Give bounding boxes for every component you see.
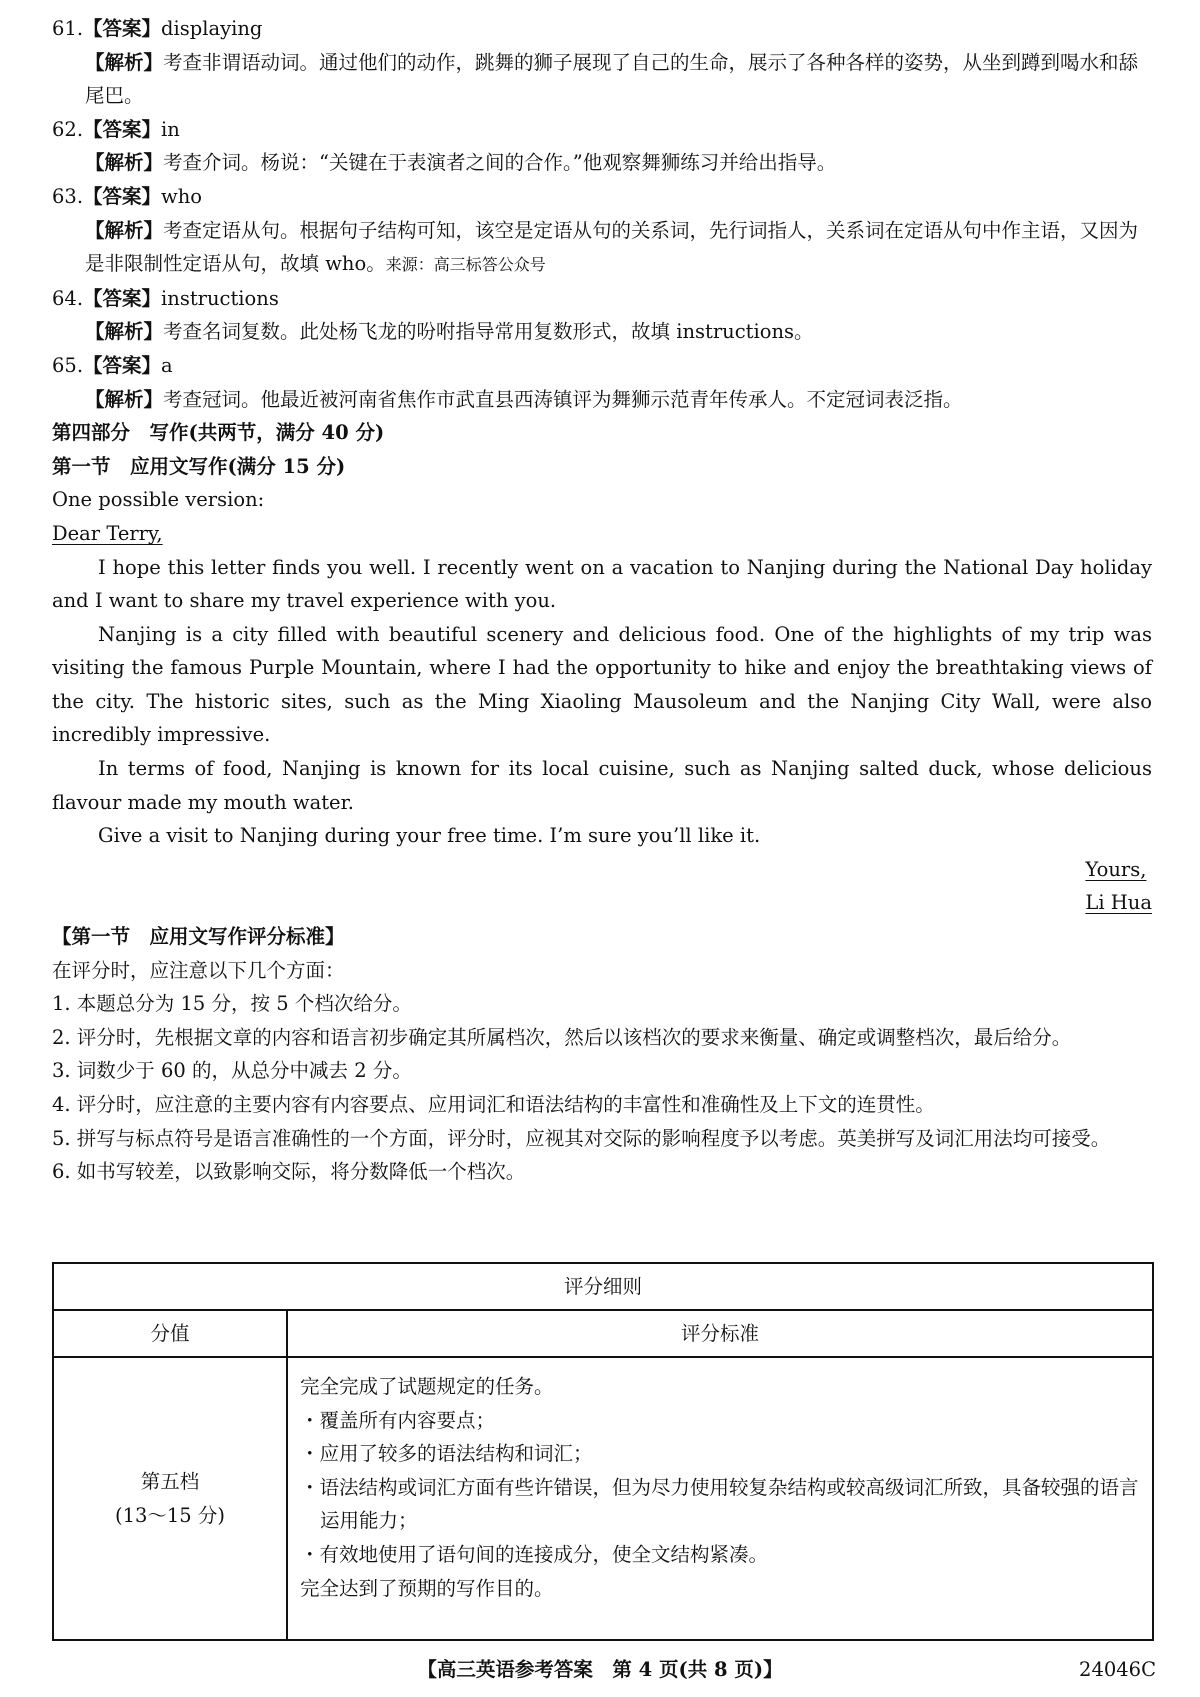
explanation-61: [52, 46, 1152, 113]
letter-paragraph: In terms of food, Nanjing is known for its local cuisine, such as Nanjing salted duck, whose delicious flavour made my mouth water.: [52, 757, 1152, 814]
explanation-tag: 【解析】: [85, 50, 164, 74]
version-intro: One possible version:: [52, 488, 265, 512]
explanation-text: 考查名词复数。此处杨飞龙的吩咐指导常用复数形式，故填 instructions。: [163, 320, 814, 344]
answer-text: who: [161, 184, 203, 208]
answer-text: instructions: [161, 286, 279, 310]
question-number: 62.: [52, 117, 84, 141]
criteria-item: 6. 如书写较差，以致影响交际，将分数降低一个档次。: [52, 1160, 526, 1184]
footer-code: 24046C: [1079, 1658, 1156, 1681]
page-content: [52, 12, 1152, 1189]
grade-name: 第五档: [140, 1469, 200, 1493]
answer-tag: 【答案】: [83, 184, 162, 208]
explanation-text: 考查非谓语动词。通过他们的动作，跳舞的狮子展现了自己的生命，展示了各种各样的姿势，从坐到蹲到喝水和舔尾巴。: [85, 50, 1139, 108]
question-number: 65.: [52, 353, 84, 377]
grade-description: [287, 1357, 1153, 1640]
explanation-text: 考查冠词。他最近被河南省焦作市武直县西涛镇评为舞狮示范青年传承人。不定冠词表泛指。: [163, 387, 963, 411]
explanation-64: [52, 315, 1152, 349]
answer-63: [52, 180, 1152, 214]
letter-paragraph: Give a visit to Nanjing during your free time. I’m sure you’ll like it.: [98, 824, 761, 848]
answer-text: a: [161, 353, 173, 377]
answer-tag: 【答案】: [83, 117, 162, 141]
letter-closing: Yours,: [1085, 857, 1147, 881]
source-note: 来源：高三标答公众号: [385, 255, 546, 275]
explanation-text: 考查介词。杨说：“关键在于表演者之间的合作。”他观察舞狮练习并给出指导。: [163, 151, 837, 175]
explanation-text: 考查定语从句。根据句子结构可知，该空是定语从句的关系词，先行词指人，关系词在定语从句中作主语，又因为是非限制性定语从句，故填 who。: [85, 218, 1139, 276]
table-header-criteria: 评分标准: [287, 1310, 1153, 1357]
answer-text: displaying: [161, 17, 263, 40]
description-bullet: ・语法结构或词汇方面有些许错误，但为尽力使用较复杂结构或较高级词汇所致，具备较强的语言运用能力；: [300, 1475, 1139, 1533]
criteria-item: 1. 本题总分为 15 分，按 5 个档次给分。: [52, 992, 412, 1016]
subsection-title: 第一节 应用文写作(满分 15 分): [52, 454, 346, 478]
page-footer: [0, 1653, 1200, 1687]
table-title: 评分细则: [53, 1263, 1153, 1310]
answer-tag: 【答案】: [83, 286, 162, 310]
grade-cell: [53, 1357, 287, 1640]
letter-paragraph: Nanjing is a city filled with beautiful scenery and delicious food. One of the highlights of my trip was visiting the famous Purple Mountain, where I had the opportunity to hike and enjoy the breathtaking views of the city. The historic sites, such as the Ming Xiaoling Mausoleum and the Nanjing City Wall, were also incredibly impressive.: [52, 622, 1152, 747]
explanation-tag: 【解析】: [85, 320, 164, 344]
description-line: 完全达到了预期的写作目的。: [300, 1576, 554, 1600]
question-number: 64.: [52, 286, 84, 310]
question-number: 61.: [52, 17, 84, 40]
letter-paragraph: I hope this letter finds you well. I recently went on a vacation to Nanjing during the National Day holiday and I want to share my travel experience with you.: [52, 555, 1152, 613]
criteria-title: 【第一节 应用文写作评分标准】: [52, 925, 345, 949]
explanation-tag: 【解析】: [85, 151, 164, 175]
answer-64: [52, 282, 1152, 316]
description-bullet: ・覆盖所有内容要点；: [300, 1408, 496, 1432]
description-bullet: ・应用了较多的语法结构和词汇；: [300, 1442, 593, 1466]
table-header-score: 分值: [53, 1310, 287, 1357]
criteria-item: 5. 拼写与标点符号是语言准确性的一个方面，评分时，应视其对交际的影响程度予以考虑。英美拼写及词汇用法均可接受。: [52, 1126, 1111, 1150]
answer-tag: 【答案】: [83, 17, 162, 40]
question-number: 63.: [52, 184, 84, 208]
description-bullet: ・有效地使用了语句间的连接成分，使全文结构紧凑。: [300, 1542, 769, 1566]
criteria-item: 3. 词数少于 60 的，从总分中减去 2 分。: [52, 1059, 412, 1083]
criteria-item: 2. 评分时，先根据文章的内容和语言初步确定其所属档次，然后以该档次的要求来衡量、确定或调整档次，最后给分。: [52, 1025, 1072, 1049]
explanation-65: [52, 383, 1152, 417]
section-title: 第四部分 写作(共两节，满分 40 分): [52, 421, 385, 445]
letter-greeting: Dear Terry,: [52, 521, 163, 545]
criteria-item: 4. 评分时，应注意的主要内容有内容要点、应用词汇和语法结构的丰富性和准确性及上下文的连贯性。: [52, 1093, 935, 1116]
answer-65: [52, 349, 1152, 383]
answer-61: [52, 12, 1152, 46]
letter-signoff: [52, 853, 1152, 920]
explanation-63: [52, 214, 1152, 282]
explanation-tag: 【解析】: [85, 218, 164, 242]
answer-tag: 【答案】: [83, 353, 162, 377]
rubric-table: [52, 1262, 1154, 1641]
answer-text: in: [161, 117, 180, 141]
grade-range: (13～15 分): [114, 1503, 226, 1527]
criteria-intro: 在评分时，应注意以下几个方面：: [52, 958, 345, 982]
letter-signature: Li Hua: [1085, 891, 1152, 915]
footer-page-info: 【高三英语参考答案 第 4 页(共 8 页)】: [417, 1658, 783, 1681]
description-line: 完全完成了试题规定的任务。: [300, 1375, 554, 1398]
explanation-tag: 【解析】: [85, 387, 164, 411]
answer-62: [52, 113, 1152, 147]
explanation-62: [52, 146, 1152, 180]
